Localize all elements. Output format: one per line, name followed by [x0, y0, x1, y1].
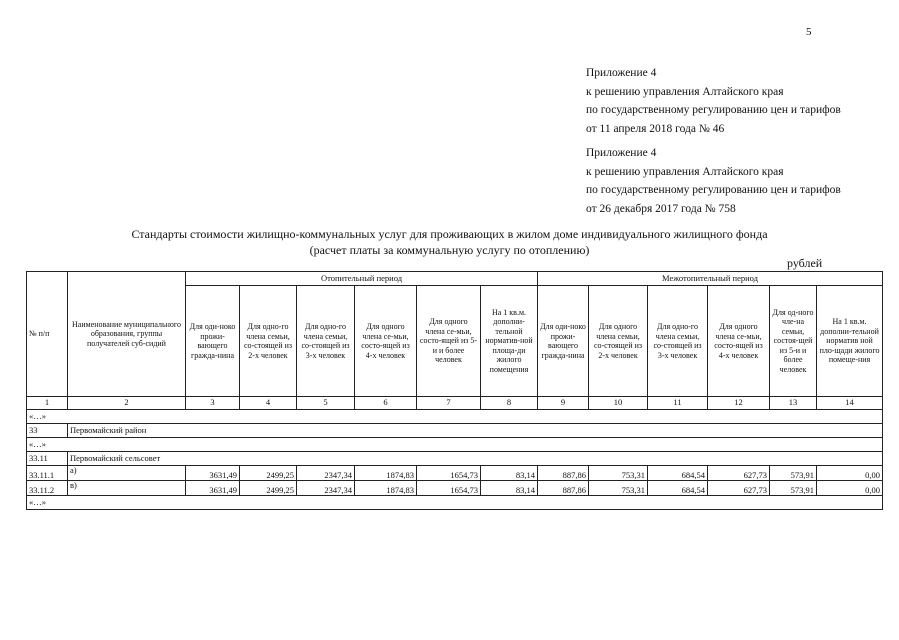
table-cell: 3631,49: [186, 466, 240, 481]
annex-line: от 11 апреля 2018 года № 46: [586, 122, 725, 135]
col-header: Для оди-ноко прожи-вающего гражда-нина: [186, 286, 240, 397]
table-cell: 753,31: [589, 466, 648, 481]
table-cell: 0,00: [817, 466, 883, 481]
row-label: а): [68, 466, 186, 481]
table-cell: 2499,25: [240, 481, 297, 496]
ellipsis-mark: «…»: [27, 438, 883, 452]
section-row: [27, 424, 883, 438]
table-cell: 83,14: [481, 481, 538, 496]
table-cell: 573,91: [770, 481, 817, 496]
table-cell: 2347,34: [297, 466, 355, 481]
ellipsis-row: [27, 438, 883, 452]
section-name: Первомайский сельсовет: [68, 452, 883, 466]
column-number: 5: [297, 397, 355, 410]
section-row: [27, 452, 883, 466]
col-header: Для одного члена се-мьи, состо-ящей из 5-и и более человек: [417, 286, 481, 397]
annex-line: к решению управления Алтайского края: [586, 165, 784, 178]
page-number: 5: [806, 26, 812, 38]
table-cell: 3631,49: [186, 481, 240, 496]
column-number: 7: [417, 397, 481, 410]
table-row: [27, 466, 883, 481]
col-header: Для одно-го члена семьи, со-стоящей из 3-х человек: [648, 286, 708, 397]
row-label: в): [68, 481, 186, 496]
col-header: Для одно-го члена семьи, со-стоящей из 3-х человек: [297, 286, 355, 397]
title-line-1: Стандарты стоимости жилищно-коммунальных услуг для проживающих в жилом доме индивидуального жилищного фонда: [131, 227, 768, 241]
section-name: Первомайский район: [68, 424, 883, 438]
table-cell: 627,73: [708, 481, 770, 496]
col-header: Для одного члена семьи, со-стоящей из 2-х человек: [589, 286, 648, 397]
table-cell: 684,54: [648, 466, 708, 481]
heating-period-header: Отопительный период: [186, 272, 538, 286]
table-cell: 1874,83: [355, 481, 417, 496]
annex-line: Приложение 4: [586, 67, 657, 79]
table-cell: 887,86: [538, 481, 589, 496]
col-name-header: Наименование муниципального образования, группы получателей суб-сидий: [68, 272, 186, 397]
annex-line: Приложение 4: [586, 147, 657, 159]
column-number: 2: [68, 397, 186, 410]
col-header: На 1 кв.м. дополни-тельной норматив ной пло-щади жилого помеще-ния: [817, 286, 883, 397]
title-line-2: (расчет платы за коммунальную услугу по отоплению): [309, 243, 590, 257]
col-header: Для одного члена се-мьи, состо-ящей из 4-х человек: [355, 286, 417, 397]
column-number: 14: [817, 397, 883, 410]
col-header: Для од-ного чле-на семьи, состоя-щей из 5-и и более человек: [770, 286, 817, 397]
ellipsis-row: [27, 496, 883, 510]
tariff-table: [26, 271, 883, 510]
ellipsis-row: [27, 410, 883, 424]
table-row: [27, 481, 883, 496]
col-header: Для одно-го члена семьи, со-стоящей из 2-х человек: [240, 286, 297, 397]
row-code: 33.11.1: [27, 466, 68, 481]
col-header: Для одного члена се-мьи, состо-ящей из 4-х человек: [708, 286, 770, 397]
table-cell: 1874,83: [355, 466, 417, 481]
ellipsis-mark: «…»: [27, 496, 883, 510]
table-cell: 627,73: [708, 466, 770, 481]
column-number: 11: [648, 397, 708, 410]
column-number: 4: [240, 397, 297, 410]
section-code: 33: [27, 424, 68, 438]
table-cell: 1654,73: [417, 481, 481, 496]
column-number: 10: [589, 397, 648, 410]
annex-line: к решению управления Алтайского края: [586, 85, 784, 98]
annex-line: по государственному регулированию цен и тарифов: [586, 184, 841, 196]
col-no-header: № п/п: [27, 272, 68, 397]
table-cell: 0,00: [817, 481, 883, 496]
table-cell: 573,91: [770, 466, 817, 481]
table-cell: 753,31: [589, 481, 648, 496]
section-code: 33.11: [27, 452, 68, 466]
table-cell: 887,86: [538, 466, 589, 481]
table-cell: 684,54: [648, 481, 708, 496]
column-number: 6: [355, 397, 417, 410]
document-title: [0, 226, 899, 258]
annex-line: по государственному регулированию цен и тарифов: [586, 104, 841, 116]
col-header: На 1 кв.м. дополни-тельной норматив-ной площа-ди жилого помещения: [481, 286, 538, 397]
annex-block-1: [586, 64, 841, 138]
table-cell: 83,14: [481, 466, 538, 481]
column-number: 3: [186, 397, 240, 410]
column-numbers-row: [27, 397, 883, 410]
row-code: 33.11.2: [27, 481, 68, 496]
column-number: 8: [481, 397, 538, 410]
interheating-period-header: Межотопительный период: [538, 272, 883, 286]
col-header: Для оди-ноко прожи-вающего гражда-нина: [538, 286, 589, 397]
column-number: 13: [770, 397, 817, 410]
annex-block-2: [586, 144, 841, 218]
table-cell: 1654,73: [417, 466, 481, 481]
table-cell: 2347,34: [297, 481, 355, 496]
units-label: рублей: [787, 256, 823, 270]
ellipsis-mark: «…»: [27, 410, 883, 424]
column-number: 9: [538, 397, 589, 410]
table-cell: 2499,25: [240, 466, 297, 481]
column-number: 12: [708, 397, 770, 410]
column-number: 1: [27, 397, 68, 410]
annex-line: от 26 декабря 2017 года № 758: [586, 202, 736, 215]
